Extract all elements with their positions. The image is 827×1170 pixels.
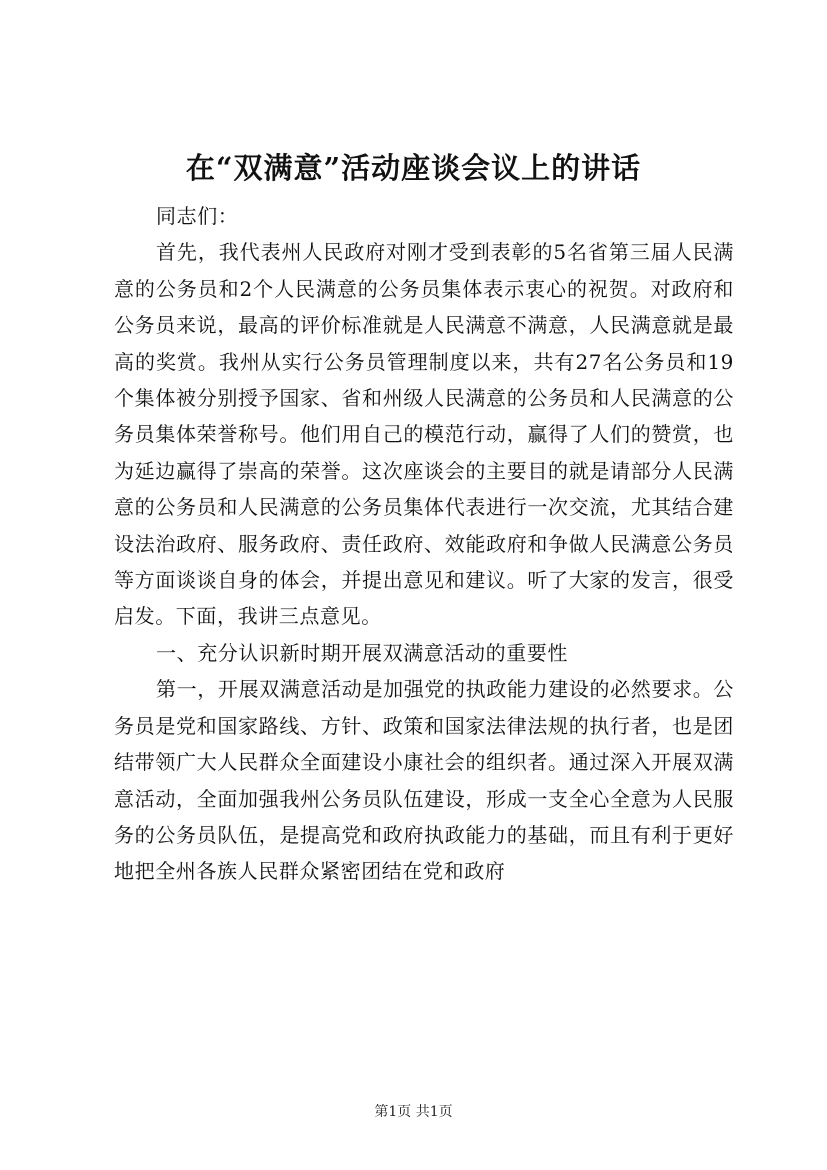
page-footer: 第1页 共1页: [374, 1104, 453, 1120]
document-title: 在“双满意”活动座谈会议上的讲话: [185, 151, 642, 185]
body-paragraph: 第一，开展双满意活动是加强党的执政能力建设的必然要求。公务员是党和国家路线、方针、政策和国家法律法规的执行者，也是团结带领广大人民群众全面建设小康社会的组织者。通过深入开展双满意活动，全面加强我州公务员队伍建设，形成一支全心全意为人民服务的公务员队伍，是提高党和政府执政能力的基础，而且有利于更好地把全州各族人民群众紧密团结在党和政府: [114, 677, 734, 884]
opening-paragraph: 首先，我代表州人民政府对刚才受到表彰的5名省第三届人民满意的公务员和2个人民满意的公务员集体表示衷心的祝贺。对政府和公务员来说，最高的评价标准就是人民满意不满意，人民满意就是最高的奖赏。我州从实行公务员管理制度以来，共有27名公务员和19个集体被分别授予国家、省和州级人民满意的公务员和人民满意的公务员集体荣誉称号。他们用自己的模范行动，赢得了人们的赞赏，也为延边赢得了崇高的荣誉。这次座谈会的主要目的就是请部分人民满意的公务员和人民满意的公务员集体代表进行一次交流，尤其结合建设法治政府、服务政府、责任政府、效能政府和争做人民满意公务员等方面谈谈自身的体会，并提出意见和建议。听了大家的发言，很受启发。下面，我讲三点意见。: [114, 240, 734, 629]
section-heading: 一、充分认识新时期开展双满意活动的重要性: [156, 640, 568, 665]
salutation-paragraph: 同志们：: [156, 204, 239, 228]
document-body: [114, 198, 734, 890]
